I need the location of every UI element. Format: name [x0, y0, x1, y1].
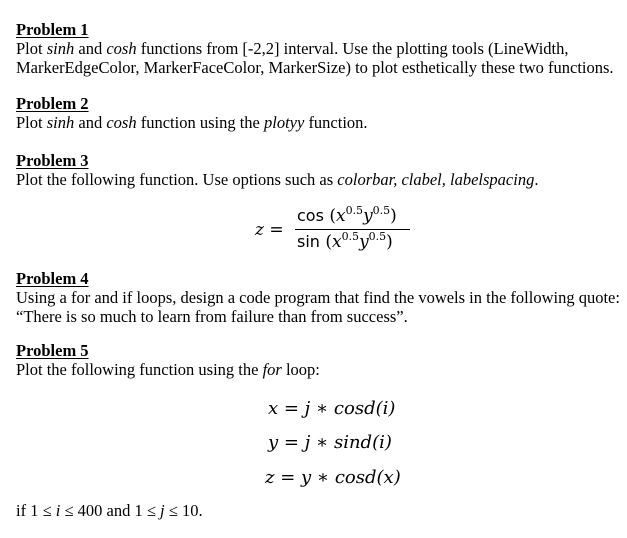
problem-3-heading: Problem 3 — [16, 151, 89, 170]
equation-x: x = j ∗ cosd(i) — [268, 398, 396, 419]
problem-2-heading: Problem 2 — [16, 94, 89, 113]
problem-5-condition: if 1 ≤ i ≤ 400 and 1 ≤ j ≤ 10. — [16, 501, 203, 520]
problem-1-text-line-1: Plot sinh and cosh functions from [-2,2] interval. Use the plotting tools (LineWidth, — [16, 39, 569, 58]
problem-2 — [16, 94, 621, 132]
equation-fraction — [295, 203, 410, 255]
fraction-denominator: $\sin (x^{0.5}y^{0.5})$ — [297, 230, 393, 252]
problem-2-text: Plot sinh and cosh function using the plotyy function. — [16, 113, 368, 132]
problem-4-heading: Problem 4 — [16, 269, 89, 288]
equation-y: y = j ∗ sind(i) — [268, 432, 392, 453]
problem-3 — [16, 151, 621, 189]
problem-4 — [16, 269, 621, 326]
equation-z: z = y ∗ cosd(x) — [265, 467, 401, 488]
problem-1-text-line-2: MarkerEdgeColor, MarkerFaceColor, MarkerSize) to plot esthetically these two functions. — [16, 58, 614, 77]
problem-3-text: Plot the following function. Use options such as colorbar, clabel, labelspacing. — [16, 170, 539, 189]
equation-lhs: z = — [255, 220, 284, 240]
problem-4-quote: “There is so much to learn from failure than from success”. — [16, 307, 408, 326]
fraction-numerator: $\cos (x^{0.5}y^{0.5})$ — [297, 204, 397, 226]
problem-5-heading: Problem 5 — [16, 341, 89, 360]
problem-1-heading: Problem 1 — [16, 20, 89, 39]
problem-5-text: Plot the following function using the for loop: — [16, 360, 320, 379]
problem-4-text-line-1: Using a for and if loops, design a code program that find the vowels in the following quote: — [16, 288, 620, 307]
problem-5 — [16, 341, 621, 379]
problem-1 — [16, 20, 621, 77]
